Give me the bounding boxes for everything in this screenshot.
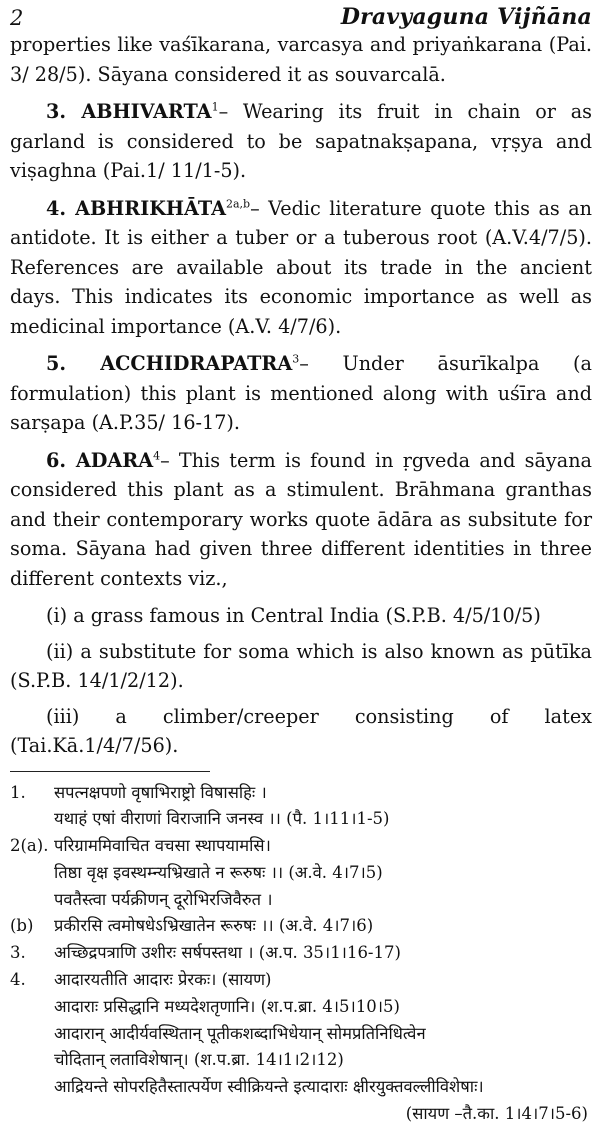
footnote-label: 3. (10, 943, 26, 963)
entry-adara (10, 446, 592, 594)
entry-abhrikhata (10, 194, 592, 342)
identity-item-3: (iii) a climber/creeper consisting of latex (Tai.Kā.1/4/7/56). (10, 704, 592, 757)
entry-title: 3. ABHIVARTA (46, 100, 212, 123)
entry-text: – This term is found in ṛgveda and sāyana considered this plant as a stimulent. Brāhmana granthas and their contemporary works quote ādāra as subsitute for soma. Sāyana had given three different identities in three different contexts viz., (10, 448, 592, 590)
footnote-line: सपत्नक्षपणो वृषाभिराष्ट्रो विषासहिः । (54, 782, 267, 802)
entry-title: 6. ADARA (46, 448, 154, 472)
footnote-line: आदारयतीति आदारः प्रेरकः। (सायण) (54, 970, 272, 990)
main-text (10, 30, 592, 761)
identity-item-2: (ii) a substitute for soma which is also known as pūtīka (S.P.B. 14/1/2/12). (10, 639, 592, 692)
footnote-label: 2(a). (10, 836, 49, 856)
entry-text: – Wearing its fruit in chain or as garland is considered to be sapatnakṣapana, vṛṣya and viṣaghna (Pai.1/ 11/1-5). (10, 100, 592, 182)
footnote-line: चोदितान् लताविशेषान्। (श.प.ब्रा. 14।1।2।12) (54, 1050, 344, 1070)
entry-text: – Under āsurīkalpa (a formulation) this plant is mentioned along with uśīra and sarṣapa (A.P.35/ 16-17). (10, 352, 592, 434)
footnote-label: 4. (10, 970, 26, 990)
footnote-line: आदारान् आदीर्यवस्थितान् पूतीकशब्दाभिधेयान् सोमप्रतिनिधित्वेन (54, 1023, 426, 1043)
footnote-line: आद्रियन्ते सोपरहितैस्तात्पर्येण स्वीक्रियन्ते इत्यादाराः क्षीरयुक्तवल्लीविशेषाः। (54, 1077, 484, 1097)
running-head: Dravyaguna Vijñāna (340, 4, 592, 30)
identity-item-1: (i) a grass famous in Central India (S.P.B. 4/5/10/5) (46, 604, 541, 627)
footnote-line: आदाराः प्रसिद्धानि मध्यदेशतृणानि। (श.प.ब्रा. 4।5।10।5) (54, 996, 400, 1016)
footnote-label: 1. (10, 782, 26, 802)
footnote-ref: 1 (211, 100, 219, 114)
footnote-ref: 2a,b (225, 197, 251, 211)
footnote-label: (b) (10, 916, 34, 936)
footnote-line: परिग्राममिवाचित वचसा स्थापयामसि। (54, 836, 271, 856)
entry-title: 4. ABHRIKHĀTA (46, 196, 226, 220)
page-header (10, 0, 592, 30)
intro-paragraph: properties like vaśīkarana, varcasya and priyaṅkarana (Pai. 3/ 28/5). Sāyana considered it as souvarcalā. (10, 33, 592, 86)
footnote-2b (10, 913, 592, 940)
footnote-line: यथाहं एषां वीराणां विराजानि जनस्व ।। (पै. 1।11।1-5) (54, 809, 390, 829)
footnote-line: पवतैस्त्वा पर्यक्रीणन् दूरोभिरजिवैरुत । (54, 889, 273, 909)
footnote-1 (10, 780, 592, 834)
footnote-4 (10, 967, 592, 1128)
entry-abhivarta (10, 97, 592, 186)
footnote-2a (10, 833, 592, 913)
footnote-source: (सायण –तै.का. 1।4।7।5-6) (405, 1104, 588, 1124)
footnote-ref: 3 (292, 352, 300, 366)
entry-title: 5. ACCHIDRAPATRA (46, 352, 293, 375)
footnote-line: अच्छिद्रपत्राणि उशीरः सर्षपस्तथा । (अ.प. 35।1।16-17) (54, 943, 401, 963)
entry-text: – Vedic literature quote this as an antidote. It is either a tuber or a tuberous root (A.V.4/7/5). References are available about its trade in the ancient days. This indicates its economic importance as well as medicinal importance (A.V. 4/7/6). (10, 196, 592, 338)
footnote-line: प्रकीरसि त्वमोषधेऽभ्रिखातेन रूरुषः ।। (अ.वे. 4।7।6) (54, 916, 374, 936)
footnote-line: तिष्ठा वृक्ष इवस्थम्न्यभ्रिखाते न रूरुषः ।। (अ.वे. 4।7।5) (54, 862, 383, 882)
footnote-divider (10, 771, 210, 772)
footnote-3 (10, 940, 592, 967)
footnotes (10, 780, 592, 1128)
footnote-ref: 4 (153, 449, 161, 463)
entry-acchidrapatra (10, 349, 592, 438)
page-number: 2 (10, 6, 24, 30)
